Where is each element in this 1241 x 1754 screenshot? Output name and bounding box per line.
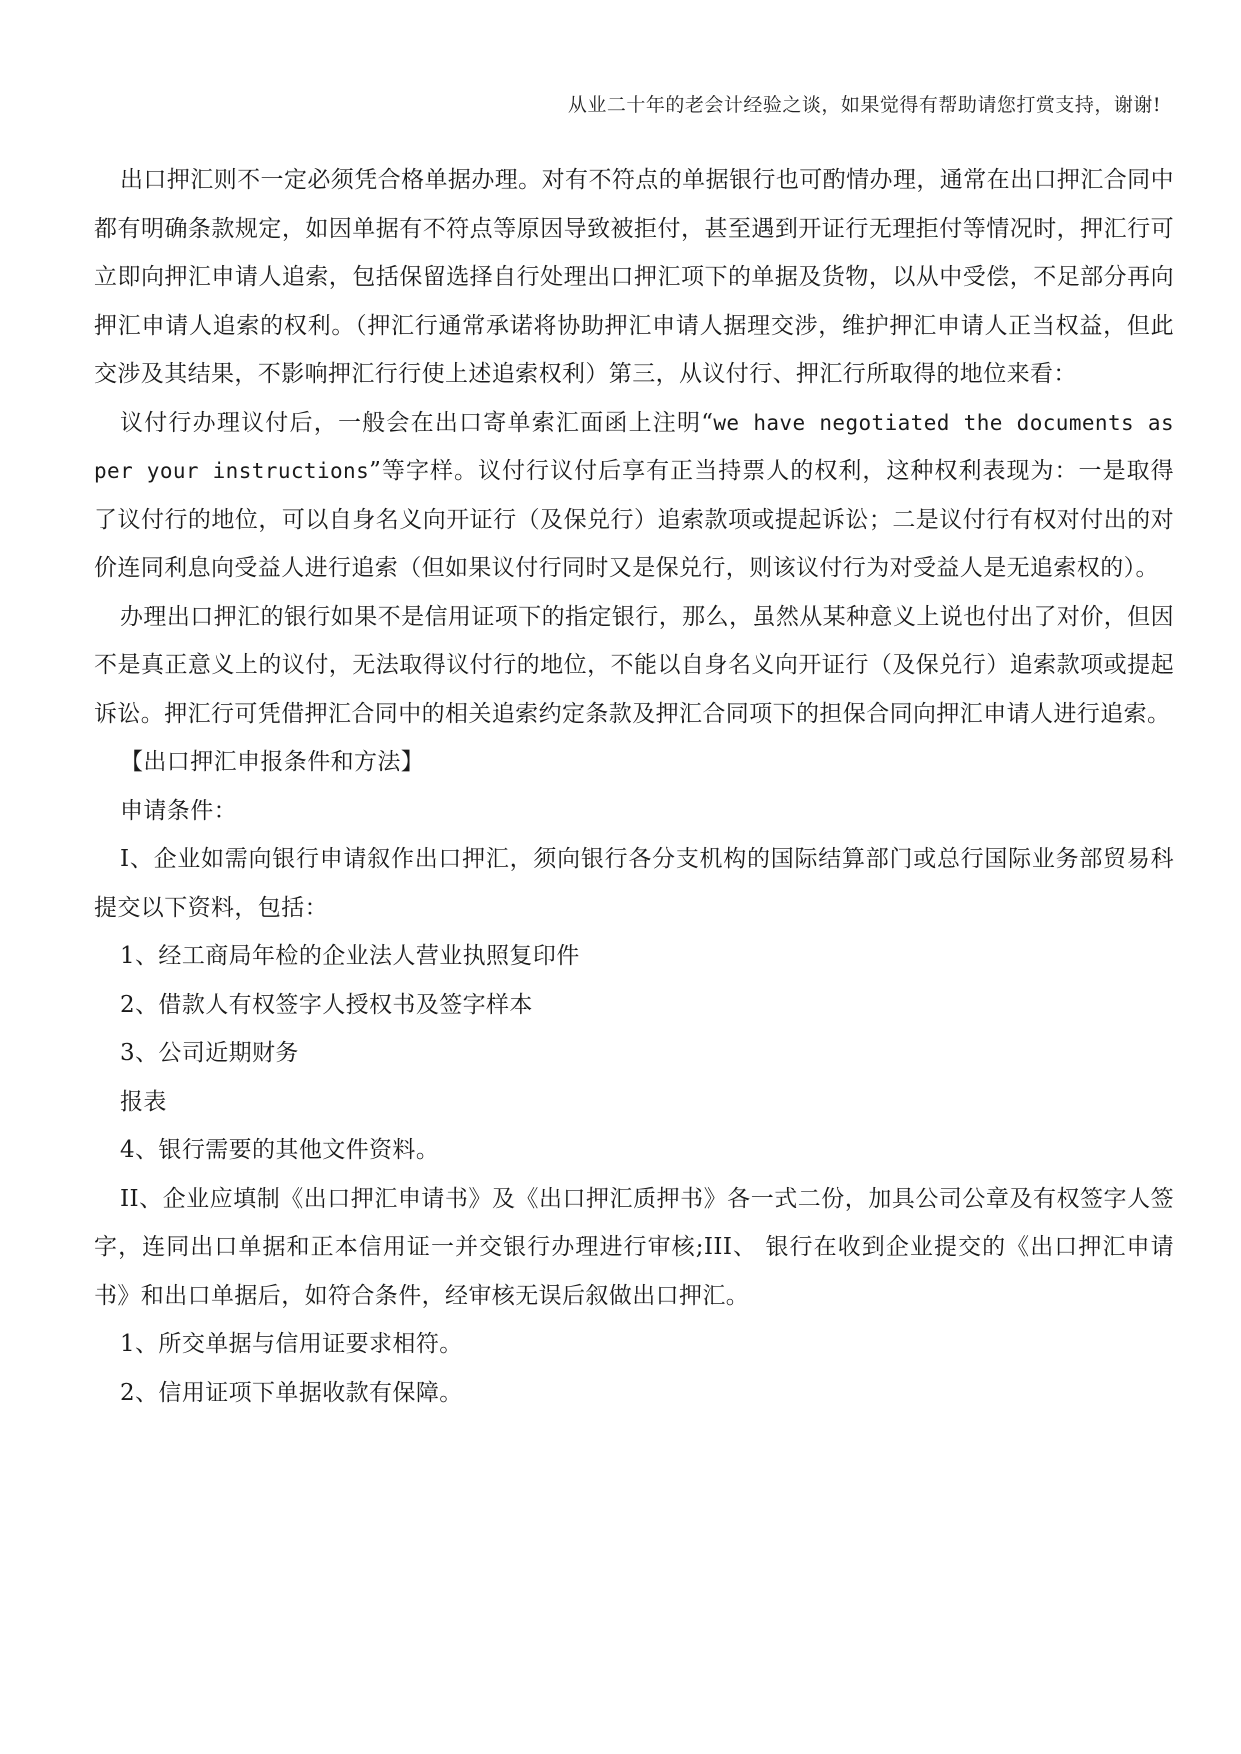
paragraph-negotiating-bank-after: ”等字样。议付行议付后享有正当持票人的权利，这种权利表现为：一是取得了议付行的地位，可以自身名义向开证行（及保兑行）追索款项或提起诉讼；二是议付行有权对付出的对价连同利息向受益人进行追索（但如果议付行同时又是保兑行，则该议付行为对受益人是无追索权的）。 bbox=[94, 458, 1175, 581]
paragraph-negotiating-bank bbox=[94, 399, 1174, 593]
paragraph-negotiating-bank-before: 议付行办理议付后，一般会在出口寄单索汇面函上注明“ bbox=[120, 409, 714, 436]
list-item-continuation: 报表 bbox=[120, 1088, 167, 1115]
section-title: 【出口押汇申报条件和方法】 bbox=[120, 749, 425, 775]
condition-item: 2、信用证项下单据收款有保障。 bbox=[120, 1379, 463, 1406]
paragraph-non-designated-bank: 办理出口押汇的银行如果不是信用证项下的指定银行，那么，虽然从某种意义上说也付出了对价，但因不是真正意义上的议付，无法取得议付行的地位，不能以自身名义向开证行（及保兑行）追索款项或提起诉讼。押汇行可凭借押汇合同中的相关追索约定条款及押汇合同项下的担保合同向押汇申请人进行追索。 bbox=[94, 603, 1174, 727]
document-body bbox=[94, 156, 1174, 1417]
negotiation-quote: we have negotiated the documents as per your instructions bbox=[94, 410, 1174, 483]
conditions-label: 申请条件： bbox=[120, 797, 237, 824]
list-item: 4、银行需要的其他文件资料。 bbox=[120, 1137, 440, 1163]
list-item: 1、经工商局年检的企业法人营业执照复印件 bbox=[120, 943, 580, 969]
paragraph-export-bill: 出口押汇则不一定必须凭合格单据办理。对有不符点的单据银行也可酌情办理，通常在出口押汇合同中都有明确条款规定，如因单据有不符点等原因导致被拒付，甚至遇到开证行无理拒付等情况时，押汇行可立即向押汇申请人追索，包括保留选择自行处理出口押汇项下的单据及货物，以从中受偿，不足部分再向押汇申请人追索的权利。（押汇行通常承诺将协助押汇申请人据理交涉，维护押汇申请人正当权益，但此交涉及其结果，不影响押汇行行使上述追索权利）第三，从议付行、押汇行所取得的地位来看： bbox=[94, 167, 1174, 387]
list-item: 2、借款人有权签字人授权书及签字样本 bbox=[120, 991, 533, 1018]
header-note: 从业二十年的老会计经验之谈，如果觉得有帮助请您打赏支持，谢谢! bbox=[567, 94, 1161, 116]
condition-item: 1、所交单据与信用证要求相符。 bbox=[120, 1331, 463, 1357]
item-roman-two: II、企业应填制《出口押汇申请书》及《出口押汇质押书》各一式二份，加具公司公章及有权签字人签字，连同出口单据和正本信用证一并交银行办理进行审核;III、 银行在收到企业提交的《出口押汇申请书》和出口单据后，如符合条件，经审核无误后叙做出口押汇。 bbox=[94, 1185, 1174, 1309]
list-item: 3、公司近期财务 bbox=[120, 1040, 299, 1066]
item-roman-one: I、企业如需向银行申请叙作出口押汇，须向银行各分支机构的国际结算部门或总行国际业务部贸易科提交以下资料，包括： bbox=[94, 846, 1174, 921]
